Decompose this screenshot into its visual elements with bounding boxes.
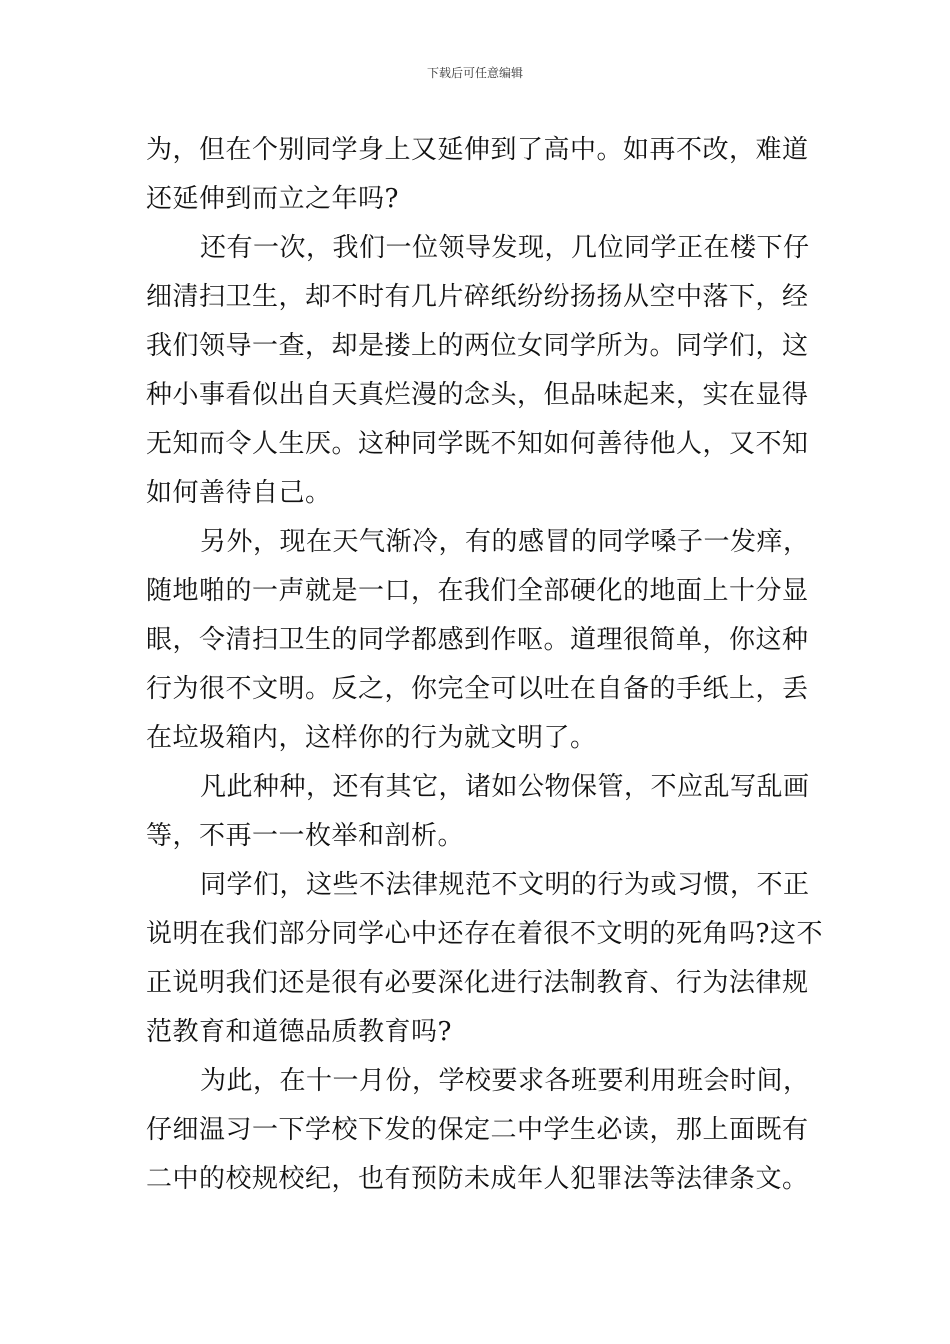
text-line: 如何善待自己。 <box>146 478 332 508</box>
text-line: 我们领导一查，却是搂上的两位女同学所为。同学们，这 <box>146 331 809 361</box>
page-header: 下载后可任意编辑 <box>426 66 523 80</box>
text-line: 还延伸到而立之年吗? <box>146 184 399 214</box>
text-line: 无知而令人生厌。这种同学既不知如何善待他人，又不知 <box>146 429 809 459</box>
text-line: 仔细温习一下学校下发的保定二中学生必读，那上面既有 <box>146 1115 809 1145</box>
text-line: 范教育和道德品质教育吗? <box>146 1017 452 1047</box>
document-body <box>146 126 823 1204</box>
text-line: 随地啪的一声就是一口，在我们全部硬化的地面上十分显 <box>146 576 809 606</box>
text-line: 另外，现在天气渐冷，有的感冒的同学嗓子一发痒， <box>200 527 810 557</box>
text-line: 同学们，这些不法律规范不文明的行为或习惯，不正 <box>200 870 810 900</box>
text-line: 细清扫卫生，却不时有几片碎纸纷纷扬扬从空中落下，经 <box>146 282 809 312</box>
text-line: 说明在我们部分同学心中还存在着很不文明的死角吗?这不 <box>146 919 823 949</box>
text-line: 行为很不文明。反之，你完全可以吐在自备的手纸上，丢 <box>146 674 809 704</box>
text-line: 在垃圾箱内，这样你的行为就文明了。 <box>146 723 597 753</box>
text-line: 为，但在个别同学身上又延伸到了高中。如再不改，难道 <box>146 135 809 165</box>
text-line: 还有一次，我们一位领导发现，几位同学正在楼下仔 <box>200 233 810 263</box>
text-line: 眼，令清扫卫生的同学都感到作呕。道理很简单，你这种 <box>146 625 809 655</box>
text-line: 种小事看似出自天真烂漫的念头，但品味起来，实在显得 <box>146 380 809 410</box>
text-line: 凡此种种，还有其它，诸如公物保管，不应乱写乱画 <box>200 772 810 802</box>
text-line: 二中的校规校纪，也有预防未成年人犯罪法等法律条文。 <box>146 1164 809 1194</box>
text-line: 为此，在十一月份，学校要求各班要利用班会时间， <box>200 1066 810 1096</box>
text-line: 正说明我们还是很有必要深化进行法制教育、行为法律规 <box>146 968 809 998</box>
text-line: 等，不再一一枚举和剖析。 <box>146 821 465 851</box>
